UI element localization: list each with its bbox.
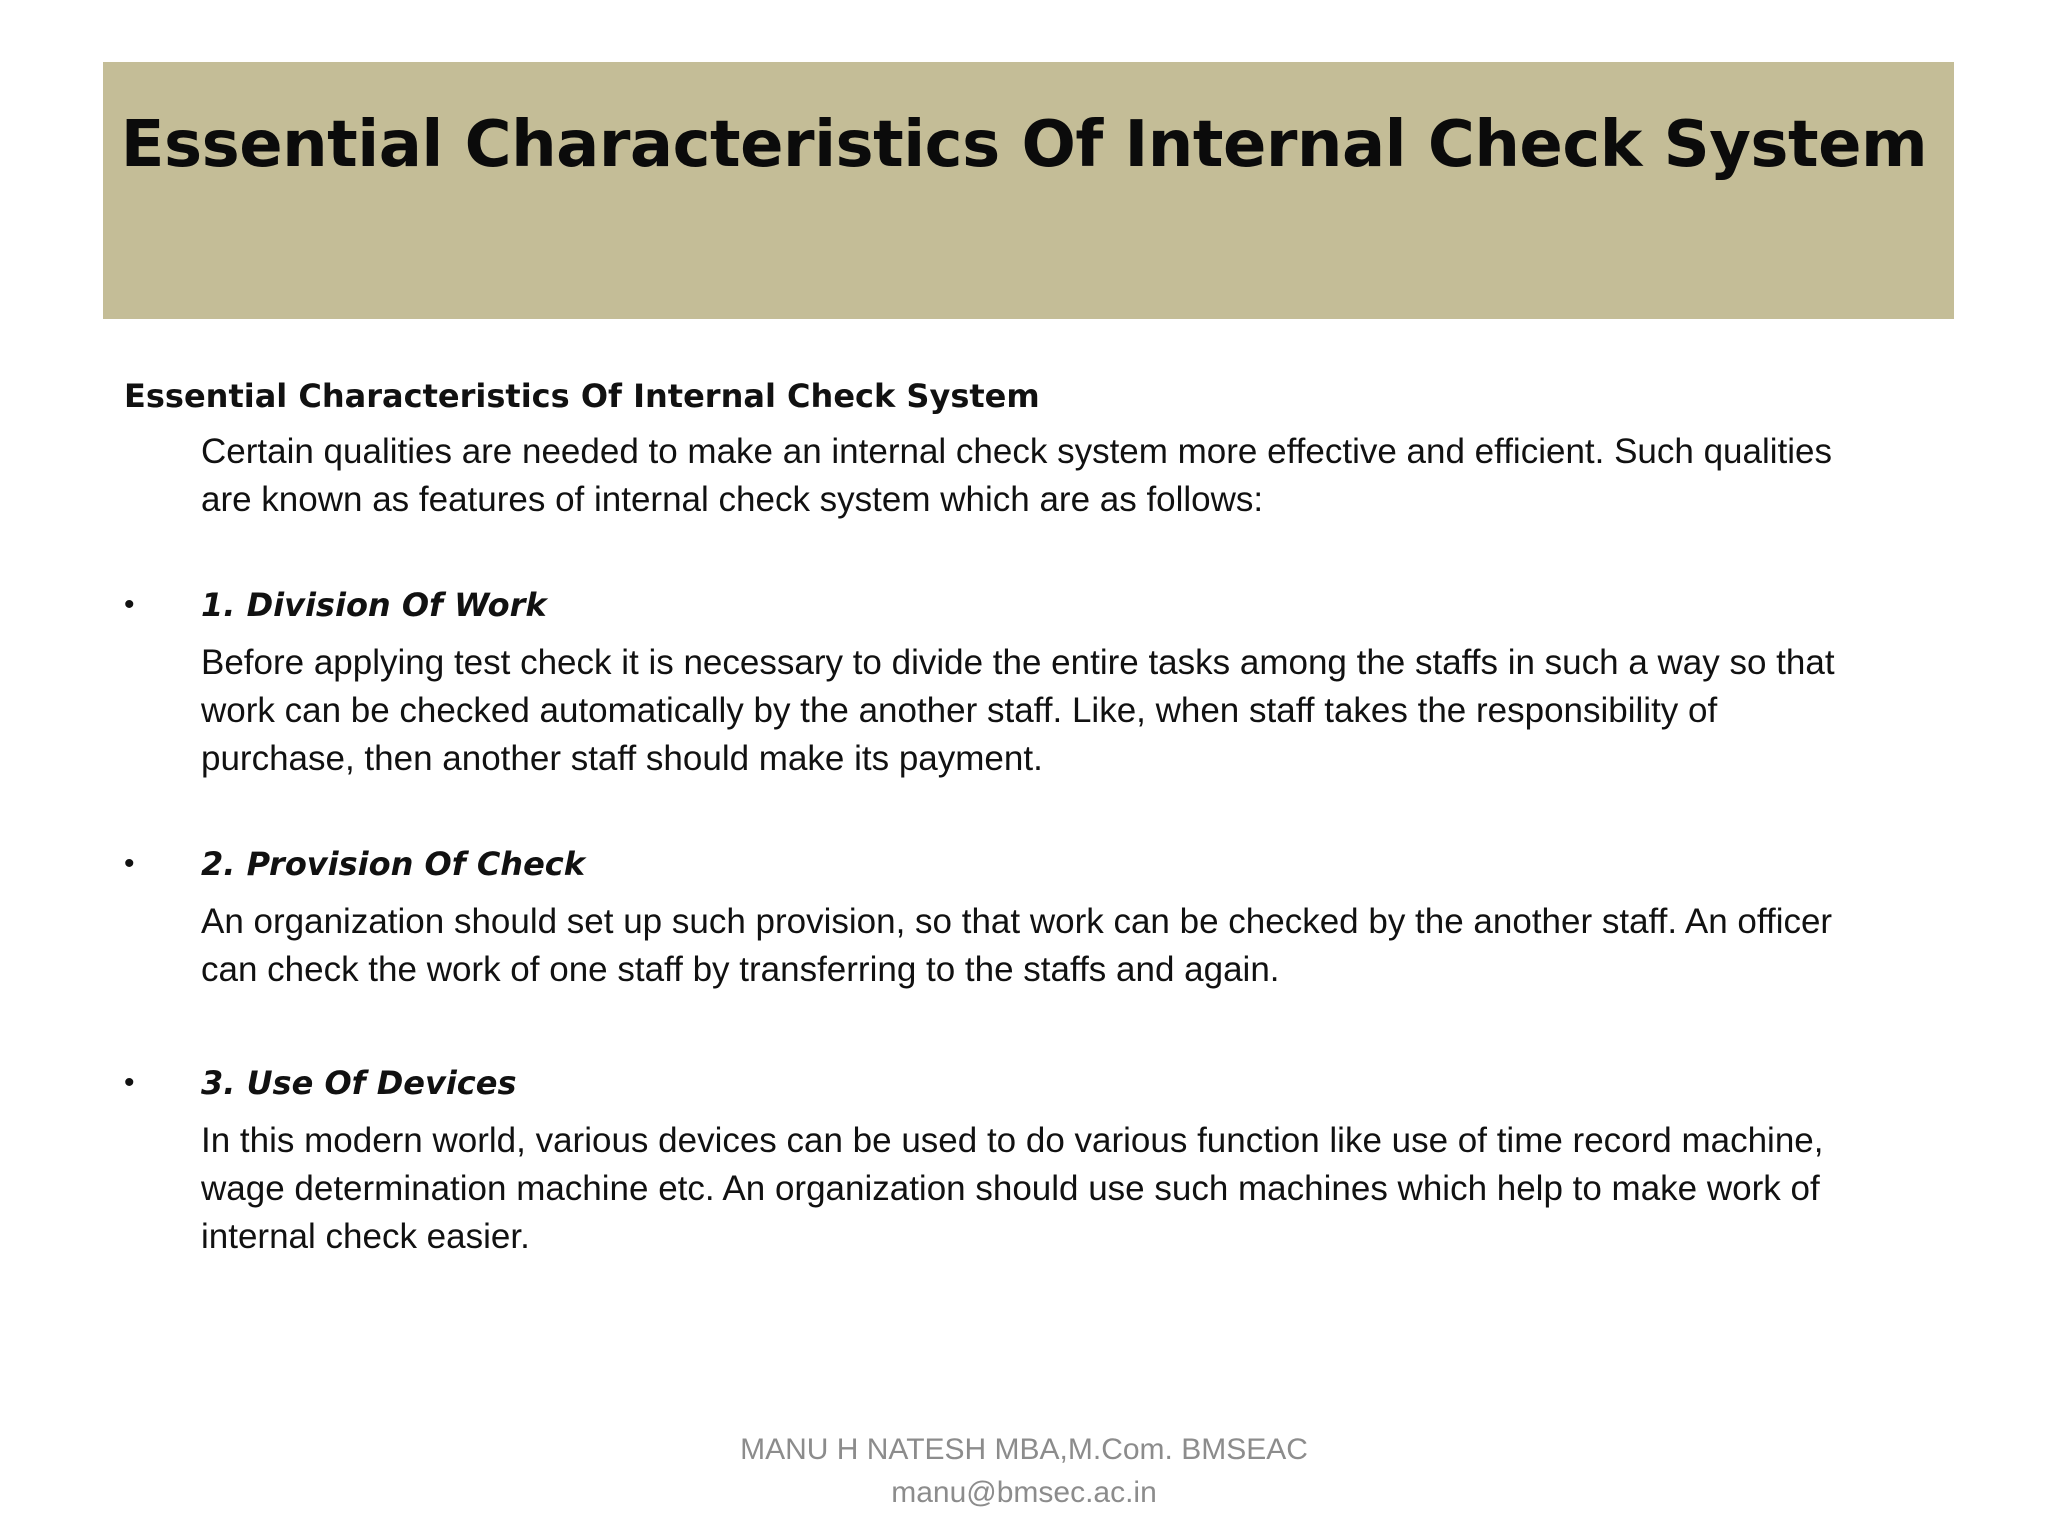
footer-author: MANU H NATESH MBA,M.Com. BMSEAC xyxy=(740,1433,1308,1466)
item-title: 2. Provision Of Check xyxy=(201,845,586,883)
item-line: An organization should set up such provision, so that work can be checked by the another staff. An officer xyxy=(201,902,1833,941)
item-title: 3. Use Of Devices xyxy=(201,1064,517,1102)
item-line: purchase, then another staff should make its payment. xyxy=(201,739,1043,778)
intro-line: Certain qualities are needed to make an internal check system more effective and efficient. Such qualities xyxy=(201,432,1833,471)
intro-paragraph xyxy=(201,428,1924,524)
item-body xyxy=(201,639,1924,783)
footer-email: manu@bmsec.ac.in xyxy=(891,1476,1157,1509)
item-body xyxy=(201,898,1924,994)
item-line: Before applying test check it is necessary to divide the entire tasks among the staffs in such a way so that xyxy=(201,643,1835,682)
slide-footer xyxy=(0,1428,2048,1514)
item-body xyxy=(201,1117,1924,1261)
list-item-provision-of-check xyxy=(124,840,1924,994)
item-line: In this modern world, various devices can be used to do various function like use of time record machine, xyxy=(201,1121,1824,1160)
slide-title: Essential Characteristics Of Internal Check System xyxy=(120,108,1928,182)
intro-line: are known as features of internal check system which are as follows: xyxy=(201,480,1264,519)
item-line: internal check easier. xyxy=(201,1217,530,1256)
item-line: wage determination machine etc. An organization should use such machines which help to make work of xyxy=(201,1169,1820,1208)
section-heading: Essential Characteristics Of Internal Check System xyxy=(124,377,1040,415)
list-item-use-of-devices xyxy=(124,1059,1924,1261)
bullet-icon: • xyxy=(124,588,135,621)
item-line: can check the work of one staff by transferring to the staffs and again. xyxy=(201,950,1280,989)
item-line: work can be checked automatically by the another staff. Like, when staff takes the responsibility of xyxy=(201,691,1718,730)
list-item-division-of-work xyxy=(124,581,1924,783)
item-title: 1. Division Of Work xyxy=(201,586,547,624)
bullet-icon: • xyxy=(124,847,135,880)
bullet-icon: • xyxy=(124,1066,135,1099)
slide-content xyxy=(124,372,1924,1261)
